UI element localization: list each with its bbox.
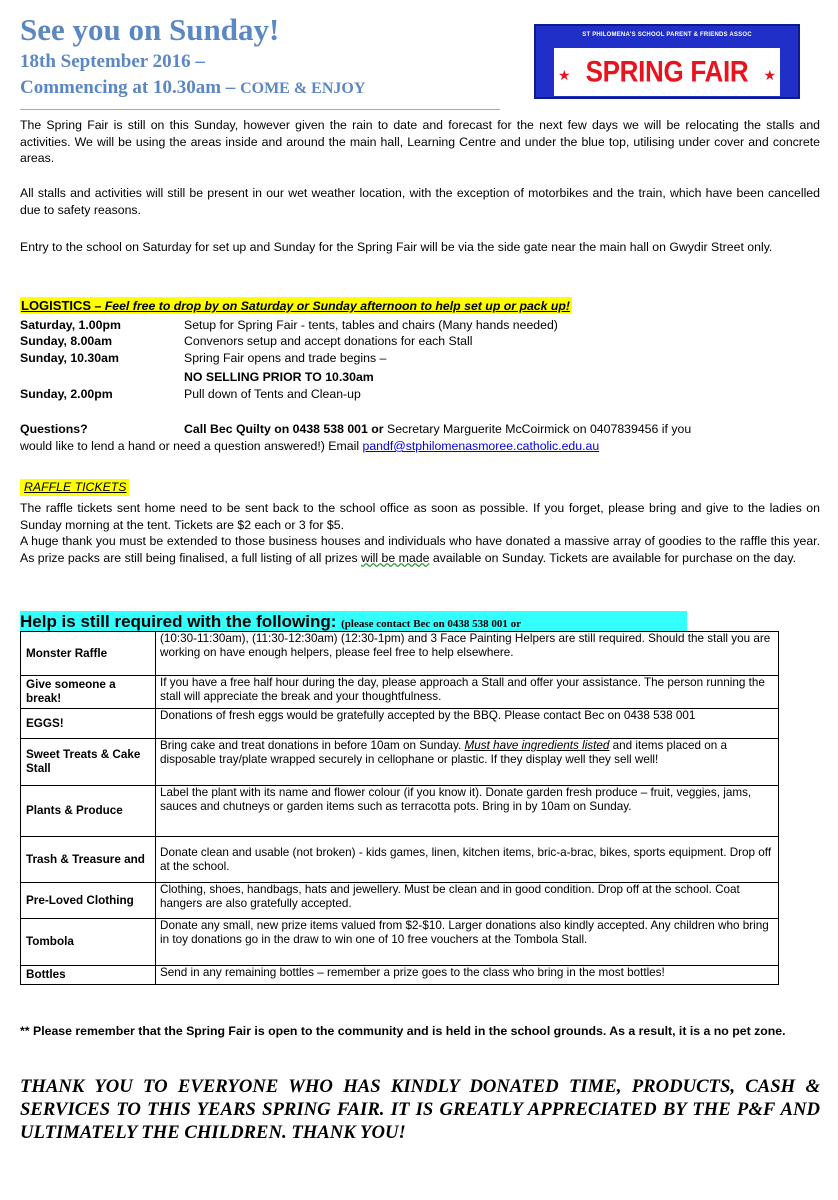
help-item-desc — [156, 739, 779, 786]
help-item-name: EGGS! — [21, 709, 156, 739]
table-row — [21, 883, 779, 919]
help-item-desc: Label the plant with its name and flower colour (if you know it). Donate garden fresh produce – fruit, veggies, jams, sauces and chutneys or garden items such as terracotta pots. Bring in by 10am on Sunday. — [156, 786, 779, 837]
questions-email-line — [20, 438, 599, 455]
table-row — [21, 632, 779, 676]
table-row — [21, 919, 779, 966]
table-row — [21, 966, 779, 985]
help-item-name: Sweet Treats & Cake Stall — [21, 739, 156, 786]
help-item-desc: Donate any small, new prize items valued from $2-$10. Larger donations also kindly accepted. Any children who bring in toy donations go in the draw to win one of 10 free vouchers at the Tombola Stall. — [156, 919, 779, 966]
raffle-text-squiggle: will be made — [361, 550, 430, 565]
questions-call: Call Bec Quilty on 0438 538 001 or — [184, 422, 384, 436]
help-item-name: Tombola — [21, 919, 156, 966]
help-item-desc: Send in any remaining bottles – remember a prize goes to the class who bring in the most bottles! — [156, 966, 779, 985]
logistics-heading — [20, 297, 572, 314]
help-table — [20, 631, 779, 985]
help-item-desc: Clothing, shoes, handbags, hats and jewellery. Must be clean and in good condition. Drop off at the school. Coat hangers are also gratefully accepted. — [156, 883, 779, 919]
intro-paragraph-wet-weather: All stalls and activities will still be present in our wet weather location, with the exception of motorbikes and the train, which have been cancelled due to safety reasons. — [20, 186, 820, 217]
help-heading — [20, 611, 687, 632]
help-desc-part: Bring cake and treat donations in before 10am on Sunday. — [160, 739, 465, 752]
table-row — [21, 709, 779, 739]
raffle-text-c: available on Sunday. Tickets are available for purchase on the day. — [429, 550, 797, 565]
logistics-desc: Pull down of Tents and Clean-up — [184, 387, 361, 401]
event-date: 18th September 2016 – — [20, 51, 205, 72]
raffle-paragraph — [20, 500, 820, 566]
help-item-name: Plants & Produce — [21, 786, 156, 837]
help-contact-note: (please contact Bec on 0438 538 001 or — [341, 618, 522, 630]
help-title: Help is still required with the following: — [20, 612, 342, 631]
logistics-desc-no-selling: NO SELLING PRIOR TO 10.30am — [184, 370, 374, 384]
help-desc-part: and items placed on a disposable tray/plate wrapped securely in cellophane or plastic. If they display well they sell well! — [160, 739, 727, 766]
table-row — [21, 739, 779, 786]
intro-paragraph-relocation: The Spring Fair is still on this Sunday, however given the rain to date and forecast for the next few days we will be relocating the stalls and activities. We will be using the areas inside and around the main hall, Learning Centre and under the blue top, utilising under cover and concrete areas. — [20, 118, 820, 165]
table-row — [21, 837, 779, 883]
event-commencing — [20, 77, 365, 99]
logistics-desc: Convenors setup and accept donations for each Stall — [184, 334, 473, 348]
help-item-desc: Donations of fresh eggs would be gratefully accepted by the BBQ. Please contact Bec on 0438 538 001 — [156, 709, 779, 739]
logistics-desc: Spring Fair opens and trade begins – — [184, 351, 387, 365]
raffle-text-b: A huge thank you must be extended to those business houses and individuals who have donated a massive array of goodies to the raffle this year. As prize packs are still being finalised, a full listing of all prizes — [20, 534, 820, 565]
help-item-desc: If you have a free half hour during the day, please approach a Stall and offer your assistance. The person running the stall will appreciate the break and your thoughtfulness. — [156, 676, 779, 709]
help-item-name: Monster Raffle — [21, 632, 156, 676]
logistics-time: Saturday, 1.00pm — [20, 318, 121, 332]
help-item-desc: (10:30-11:30am), (11:30-12:30am) (12:30-1pm) and 3 Face Painting Helpers are still required. Should the stall you are working on have enough helpers, please feel free to help elsewhere. — [156, 632, 779, 676]
questions-line2: would like to lend a hand or need a question answered!) Email — [20, 439, 363, 453]
table-row — [21, 676, 779, 709]
help-desc-emphasis: Must have ingredients listed — [464, 739, 610, 752]
help-item-name: Bottles — [21, 966, 156, 985]
questions-label: Questions? — [20, 422, 88, 436]
spring-fair-logo — [534, 24, 800, 99]
table-row — [21, 786, 779, 837]
logistics-time: Sunday, 8.00am — [20, 334, 113, 348]
logistics-subtitle: – Feel free to drop by on Saturday or Sunday afternoon to help set up or pack up! — [91, 299, 571, 313]
logistics-time: Sunday, 2.00pm — [20, 387, 113, 401]
page-title: See you on Sunday! — [20, 12, 280, 47]
commencing-time: Commencing at 10.30am – — [20, 77, 236, 98]
logo-title: SPRING FAIR — [585, 53, 749, 89]
raffle-text-a: The raffle tickets sent home need to be sent back to the school office as soon as possible. If you forget, please bring and give to the ladies on Sunday morning at the tent. Tickets are $2 each or 3 for $5. — [20, 501, 820, 532]
help-item-name: Give someone a break! — [21, 676, 156, 709]
thank-you-message: THANK YOU TO EVERYONE WHO HAS KINDLY DONATED TIME, PRODUCTS, CASH & SERVICES TO THIS YEARS SPRING FAIR. IT IS GREATLY APPRECIATED BY THE P&F AND ULTIMATELY THE CHILDREN. THANK YOU! — [20, 1076, 820, 1143]
email-link[interactable]: pandf@stphilomenasmoree.catholic.edu.au — [362, 439, 600, 453]
help-item-name: Pre-Loved Clothing — [21, 883, 156, 919]
logo-association-text: ST PHILOMENA'S SCHOOL PARENT & FRIENDS ASSOC — [582, 32, 752, 38]
help-item-name: Trash & Treasure and — [21, 837, 156, 883]
logistics-desc: Setup for Spring Fair - tents, tables and chairs (Many hands needed) — [184, 318, 558, 332]
intro-paragraph-entry: Entry to the school on Saturday for set up and Sunday for the Spring Fair will be via the side gate near the main hall on Gwydir Street only. — [20, 240, 773, 254]
logistics-time: Sunday, 10.30am — [20, 351, 119, 365]
come-enjoy: COME & ENJOY — [240, 80, 366, 97]
star-icon: ★ — [763, 67, 776, 83]
questions-contact — [184, 421, 691, 438]
questions-secretary: Secretary Marguerite McCoirmick on 0407839456 if you — [383, 422, 692, 436]
title-divider — [20, 109, 500, 110]
star-icon: ★ — [558, 67, 571, 83]
help-item-desc: Donate clean and usable (not broken) - kids games, linen, kitchen items, bric-a-brac, bikes, sports equipment. Drop off at the school. — [156, 837, 779, 883]
no-pet-note: ** Please remember that the Spring Fair is open to the community and is held in the school grounds. As a result, it is a no pet zone. — [20, 1024, 786, 1038]
raffle-heading: RAFFLE TICKETS — [20, 479, 129, 496]
logistics-label: LOGISTICS — [21, 298, 92, 313]
